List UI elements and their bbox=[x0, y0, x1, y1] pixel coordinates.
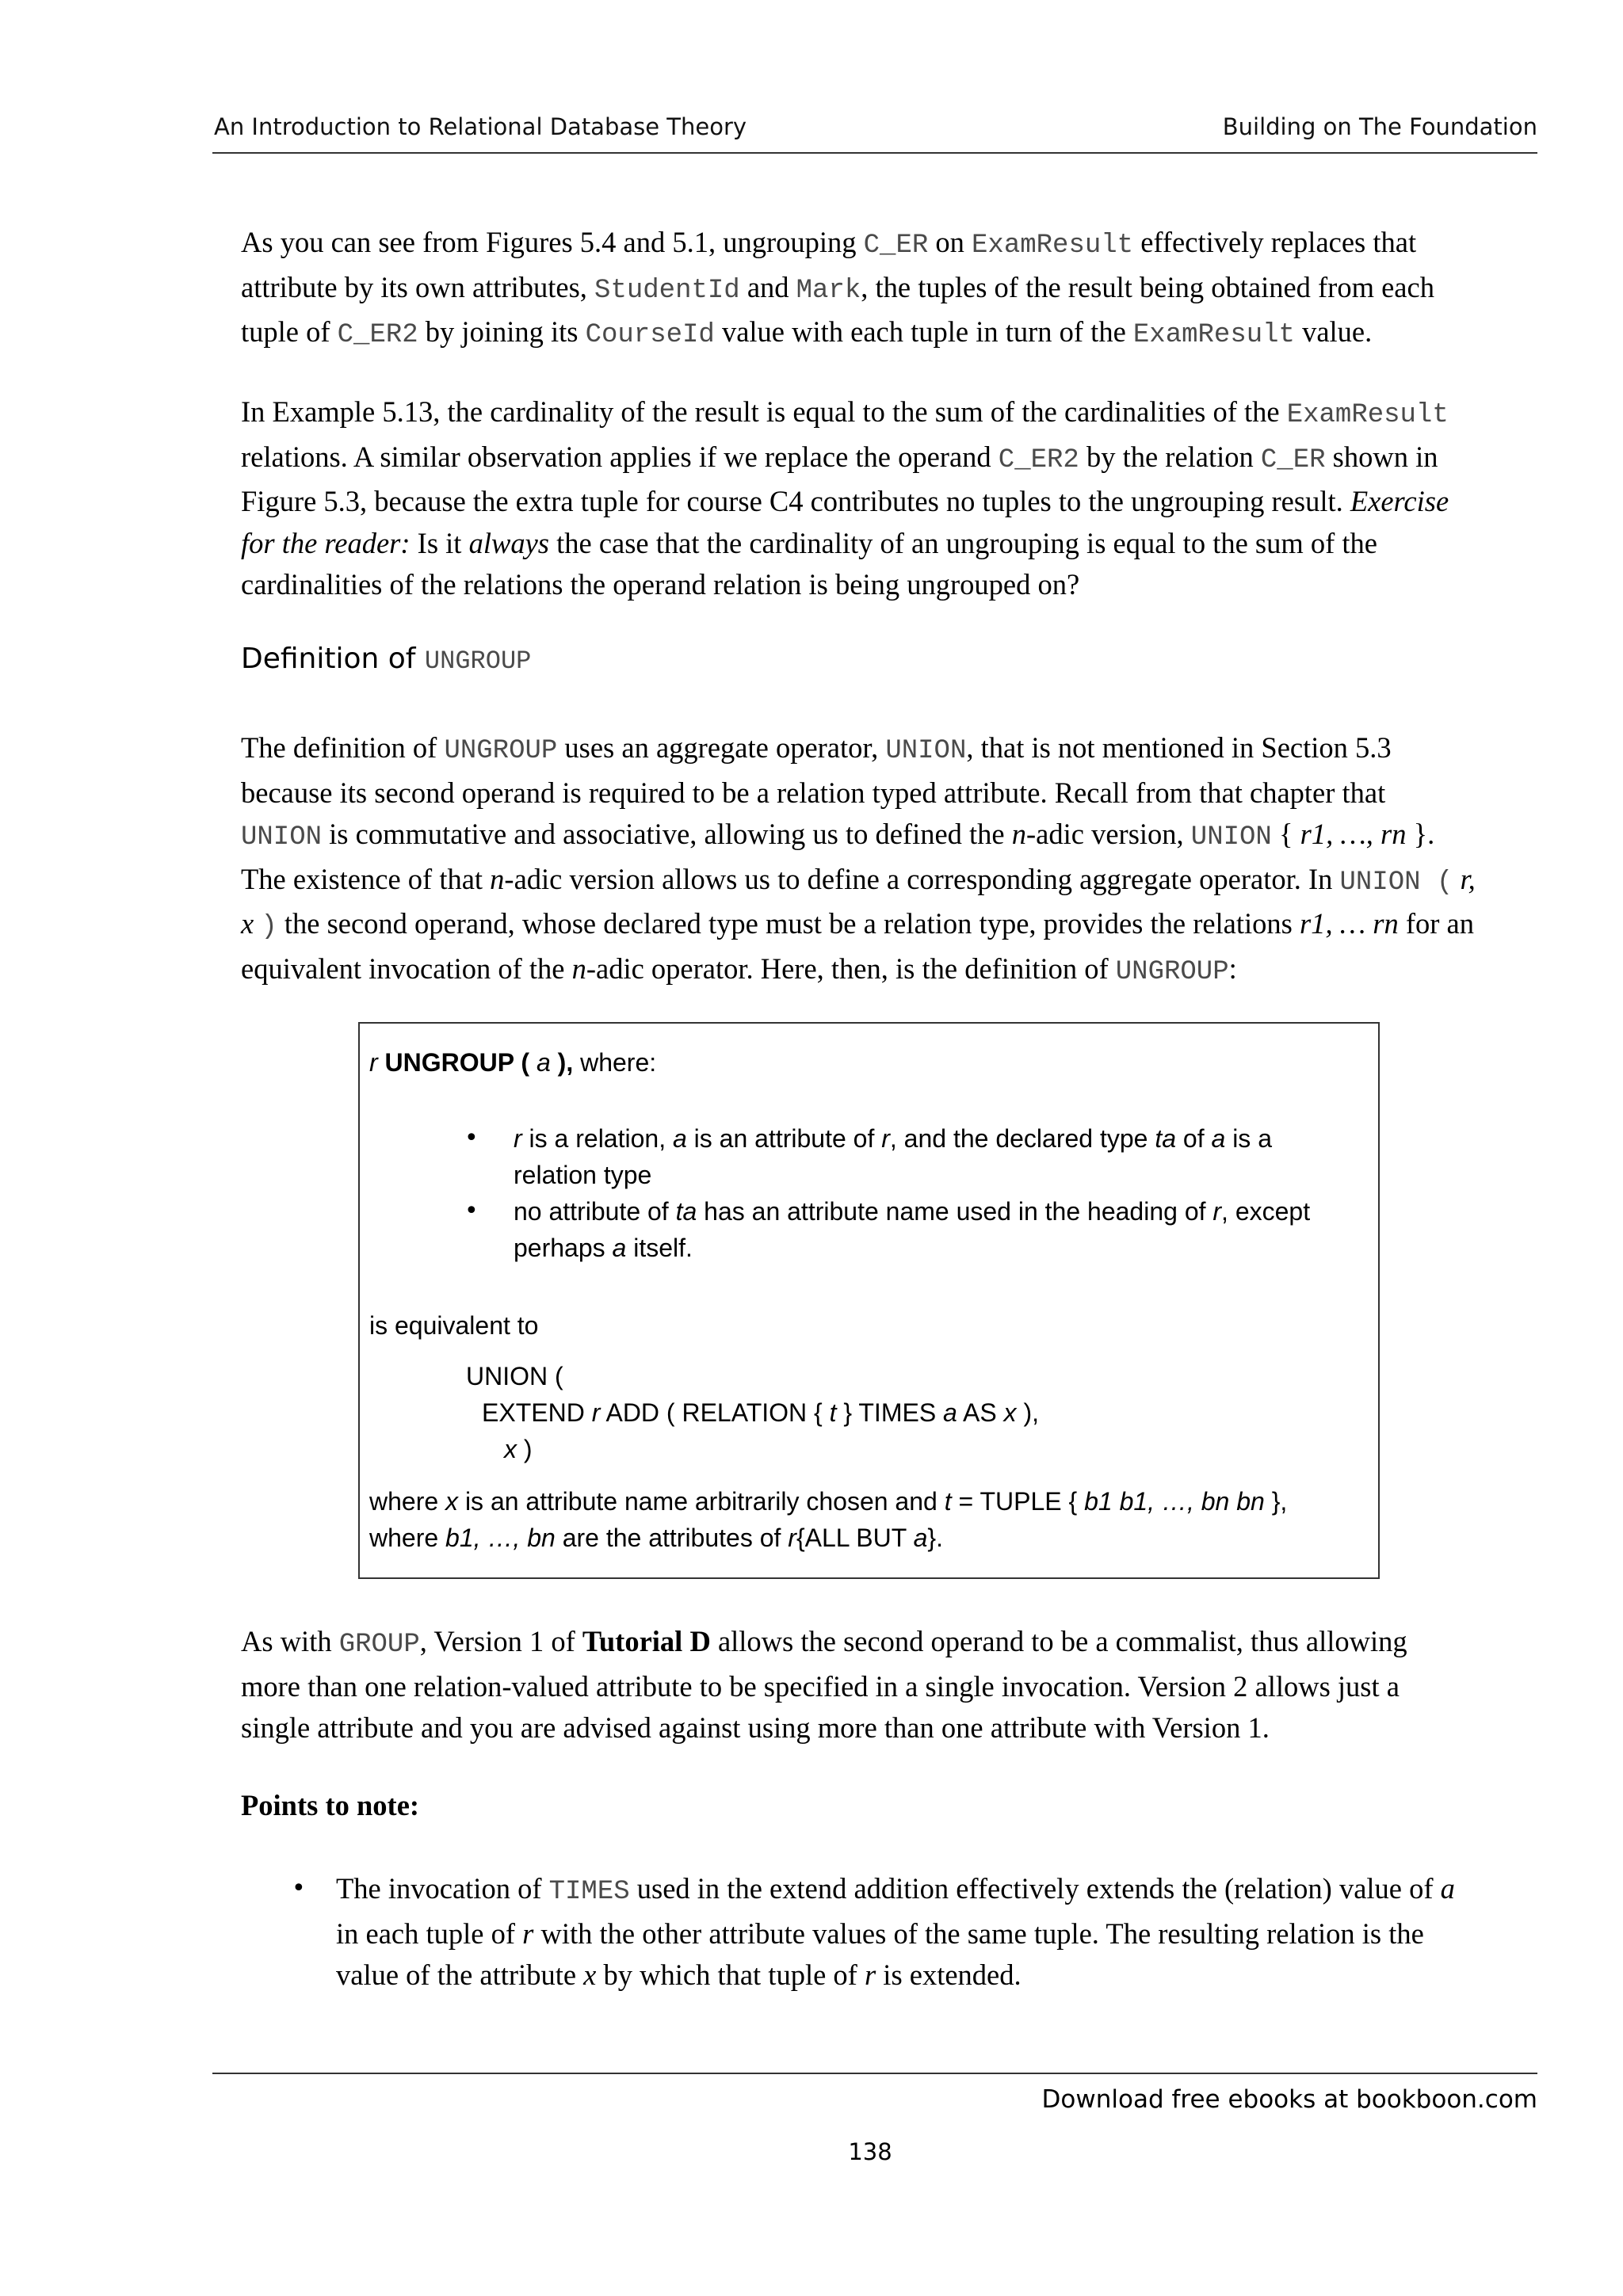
definition-union-expression bbox=[466, 1358, 1039, 1467]
text-line: UNION is commutative and associative, allowing us to defined the n-adic version, UNION { r1, …, rn }. bbox=[241, 818, 1435, 852]
italic-text: x bbox=[445, 1487, 459, 1516]
inline-code: UNION bbox=[1190, 822, 1272, 852]
inline-code: UNGROUP bbox=[444, 736, 558, 766]
italic-text: a bbox=[536, 1048, 551, 1077]
inline-code: UNION ( bbox=[1339, 867, 1453, 898]
italic-text: a bbox=[1440, 1872, 1455, 1905]
union-expression-line: EXTEND r ADD ( RELATION { t } TIMES a AS x ), bbox=[482, 1398, 1039, 1427]
text-line: single attribute and you are advised against using more than one attribute with Version 1. bbox=[241, 1711, 1270, 1744]
inline-code: ExamResult bbox=[1132, 320, 1295, 350]
section-heading-definition-of-ungroup bbox=[241, 639, 531, 682]
running-header-book-title: An Introduction to Relational Database Theory bbox=[214, 113, 747, 140]
inline-code: UNION bbox=[241, 822, 323, 852]
bullet-marker: • bbox=[292, 1875, 306, 1902]
text-line: attribute by its own attributes, StudentId and Mark, the tuples of the result being obtained from each bbox=[241, 270, 1434, 306]
text-line: In Example 5.13, the cardinality of the result is equal to the sum of the cardinalities of the ExamResult bbox=[241, 395, 1449, 430]
italic-text: a bbox=[672, 1124, 687, 1153]
definition-condition-item bbox=[464, 1120, 1272, 1193]
inline-code: C_ER bbox=[1260, 444, 1326, 475]
inline-code: C_ER bbox=[863, 231, 929, 261]
bullet-marker: • bbox=[464, 1197, 479, 1225]
inline-code: StudentId bbox=[594, 275, 740, 306]
footer-download-link[interactable]: Download free ebooks at bookboon.com bbox=[1041, 2085, 1537, 2114]
bold-text: ), bbox=[550, 1048, 574, 1077]
text-line: x ) the second operand, whose declared type must be a relation type, provides the relations r1, … rn for an bbox=[241, 907, 1475, 942]
italic-text: r bbox=[1212, 1197, 1222, 1226]
bullet-marker: • bbox=[464, 1124, 479, 1152]
italic-text: Exercise bbox=[1350, 485, 1449, 517]
paragraph-cardinality-note bbox=[241, 391, 1541, 606]
text-line: relation type bbox=[514, 1161, 652, 1189]
text-line: The existence of that n-adic version allows us to define a corresponding aggregate operator. In UNION ( r, bbox=[241, 862, 1476, 898]
points-to-note-heading: Points to note: bbox=[241, 1789, 420, 1821]
italic-text: b1 b1, …, bn bn bbox=[1084, 1487, 1265, 1516]
italic-text: x bbox=[241, 907, 254, 940]
italic-text: r bbox=[522, 1917, 534, 1950]
inline-code: GROUP bbox=[338, 1630, 420, 1660]
italic-text: b1, …, bn bbox=[445, 1524, 556, 1552]
text-line: tuple of C_ER2 by joining its CourseId value with each tuple in turn of the ExamResult value. bbox=[241, 315, 1373, 350]
bold-text: Tutorial D bbox=[582, 1625, 711, 1657]
text-line: perhaps a itself. bbox=[514, 1234, 693, 1262]
footer-divider bbox=[212, 2073, 1537, 2074]
italic-text: r, bbox=[1460, 862, 1476, 895]
italic-text: always bbox=[468, 526, 549, 559]
paragraph-ungrouping-explanation bbox=[241, 222, 1541, 357]
inline-code: ExamResult bbox=[1286, 400, 1449, 430]
inline-code: C_ER2 bbox=[998, 444, 1079, 475]
italic-text: x bbox=[583, 1958, 597, 1991]
definition-condition-item bbox=[464, 1193, 1311, 1266]
italic-text: ta bbox=[1155, 1124, 1177, 1153]
text-line: in each tuple of r with the other attribute values of the same tuple. The resulting relation is the bbox=[336, 1917, 1424, 1950]
text-line: The invocation of TIMES used in the extend addition effectively extends the (relation) value of a bbox=[336, 1872, 1455, 1907]
italic-text: x bbox=[504, 1435, 517, 1463]
italic-text: a bbox=[913, 1524, 928, 1552]
definition-condition-text bbox=[514, 1120, 1310, 1193]
italic-text: n bbox=[1011, 818, 1027, 850]
definition-conditions-list bbox=[464, 1120, 1311, 1266]
definition-condition-text bbox=[514, 1193, 1310, 1266]
italic-text: a bbox=[943, 1398, 957, 1427]
definition-equivalent-label: is equivalent to bbox=[369, 1311, 539, 1340]
italic-text: a bbox=[1211, 1124, 1226, 1153]
italic-text: r bbox=[864, 1958, 876, 1991]
point-to-note-item bbox=[336, 1868, 1541, 1997]
italic-text: n bbox=[571, 952, 586, 985]
italic-text: ta bbox=[675, 1197, 697, 1226]
text-line: where b1, …, bn are the attributes of r{ALL BUT a}. bbox=[369, 1524, 943, 1552]
italic-text: r bbox=[788, 1524, 796, 1552]
definition-where-clause bbox=[369, 1483, 1287, 1556]
italic-text: r bbox=[369, 1048, 378, 1077]
union-expression-line: UNION ( bbox=[466, 1362, 563, 1390]
text-line: relations. A similar observation applies if we replace the operand C_ER2 by the relation C_ER shown in bbox=[241, 440, 1438, 475]
text-line: where x is an attribute name arbitrarily chosen and t = TUPLE { b1 b1, …, bn bn }, bbox=[369, 1487, 1288, 1516]
text-line: cardinalities of the relations the operand relation is being ungrouped on? bbox=[241, 568, 1080, 601]
inline-code: UNGROUP bbox=[1115, 956, 1229, 987]
italic-text: r bbox=[514, 1124, 522, 1153]
bold-text: UNGROUP ( bbox=[384, 1048, 537, 1077]
header-divider bbox=[212, 152, 1537, 154]
page-number: 138 bbox=[848, 2138, 892, 2165]
inline-code: C_ER2 bbox=[337, 320, 418, 350]
italic-text: r1, …, rn bbox=[1300, 818, 1407, 850]
running-header-chapter-title: Building on The Foundation bbox=[1222, 113, 1537, 140]
italic-text: for the reader: bbox=[241, 526, 411, 559]
paragraph-tutorial-d-versions bbox=[241, 1621, 1541, 1749]
inline-code: Mark bbox=[796, 275, 861, 306]
section-heading-text: Definition of bbox=[241, 643, 425, 675]
italic-text: r bbox=[591, 1398, 601, 1427]
text-line: The definition of UNGROUP uses an aggregate operator, UNION, that is not mentioned in Section 5.3 bbox=[241, 731, 1392, 766]
paragraph-union-aggregate-operator bbox=[241, 727, 1541, 993]
text-line: Figure 5.3, because the extra tuple for course C4 contributes no tuples to the ungrouping result. Exercise bbox=[241, 485, 1449, 517]
text-line: value of the attribute x by which that tuple of r is extended. bbox=[336, 1958, 1022, 1991]
text-line: equivalent invocation of the n-adic operator. Here, then, is the definition of UNGROUP: bbox=[241, 952, 1237, 987]
italic-text: t bbox=[944, 1487, 952, 1516]
text-line: As with GROUP, Version 1 of Tutorial D allows the second operand to be a commalist, thus allowing bbox=[241, 1625, 1407, 1660]
text-line: for the reader: Is it always the case that the cardinality of an ungrouping is equal to the sum of the bbox=[241, 526, 1378, 559]
inline-code: TIMES bbox=[548, 1877, 630, 1907]
text-line: r is a relation, a is an attribute of r, and the declared type ta of a is a bbox=[514, 1124, 1272, 1153]
definition-signature: r UNGROUP ( a ), where: bbox=[369, 1048, 657, 1077]
text-line: As you can see from Figures 5.4 and 5.1, ungrouping C_ER on ExamResult effectively replaces that bbox=[241, 226, 1417, 261]
inline-code: CourseId bbox=[585, 320, 715, 350]
italic-text: a bbox=[612, 1234, 627, 1262]
inline-code: ) bbox=[261, 912, 277, 942]
text-line: more than one relation-valued attribute to be specified in a single invocation. Version 2 allows just a bbox=[241, 1669, 1400, 1703]
inline-code: UNION bbox=[885, 736, 967, 766]
italic-text: x bbox=[1003, 1398, 1017, 1427]
italic-text: t bbox=[829, 1398, 837, 1427]
italic-text: n bbox=[490, 862, 505, 895]
inline-code: ExamResult bbox=[972, 231, 1134, 261]
union-expression-line: x ) bbox=[504, 1435, 533, 1463]
text-line: because its second operand is required to be a relation typed attribute. Recall from that chapter that bbox=[241, 776, 1386, 809]
italic-text: r bbox=[881, 1124, 890, 1153]
italic-text: r1, … rn bbox=[1300, 907, 1399, 940]
text-line: no attribute of ta has an attribute name used in the heading of r, except bbox=[514, 1197, 1311, 1226]
section-heading-code: UNGROUP bbox=[424, 646, 532, 676]
